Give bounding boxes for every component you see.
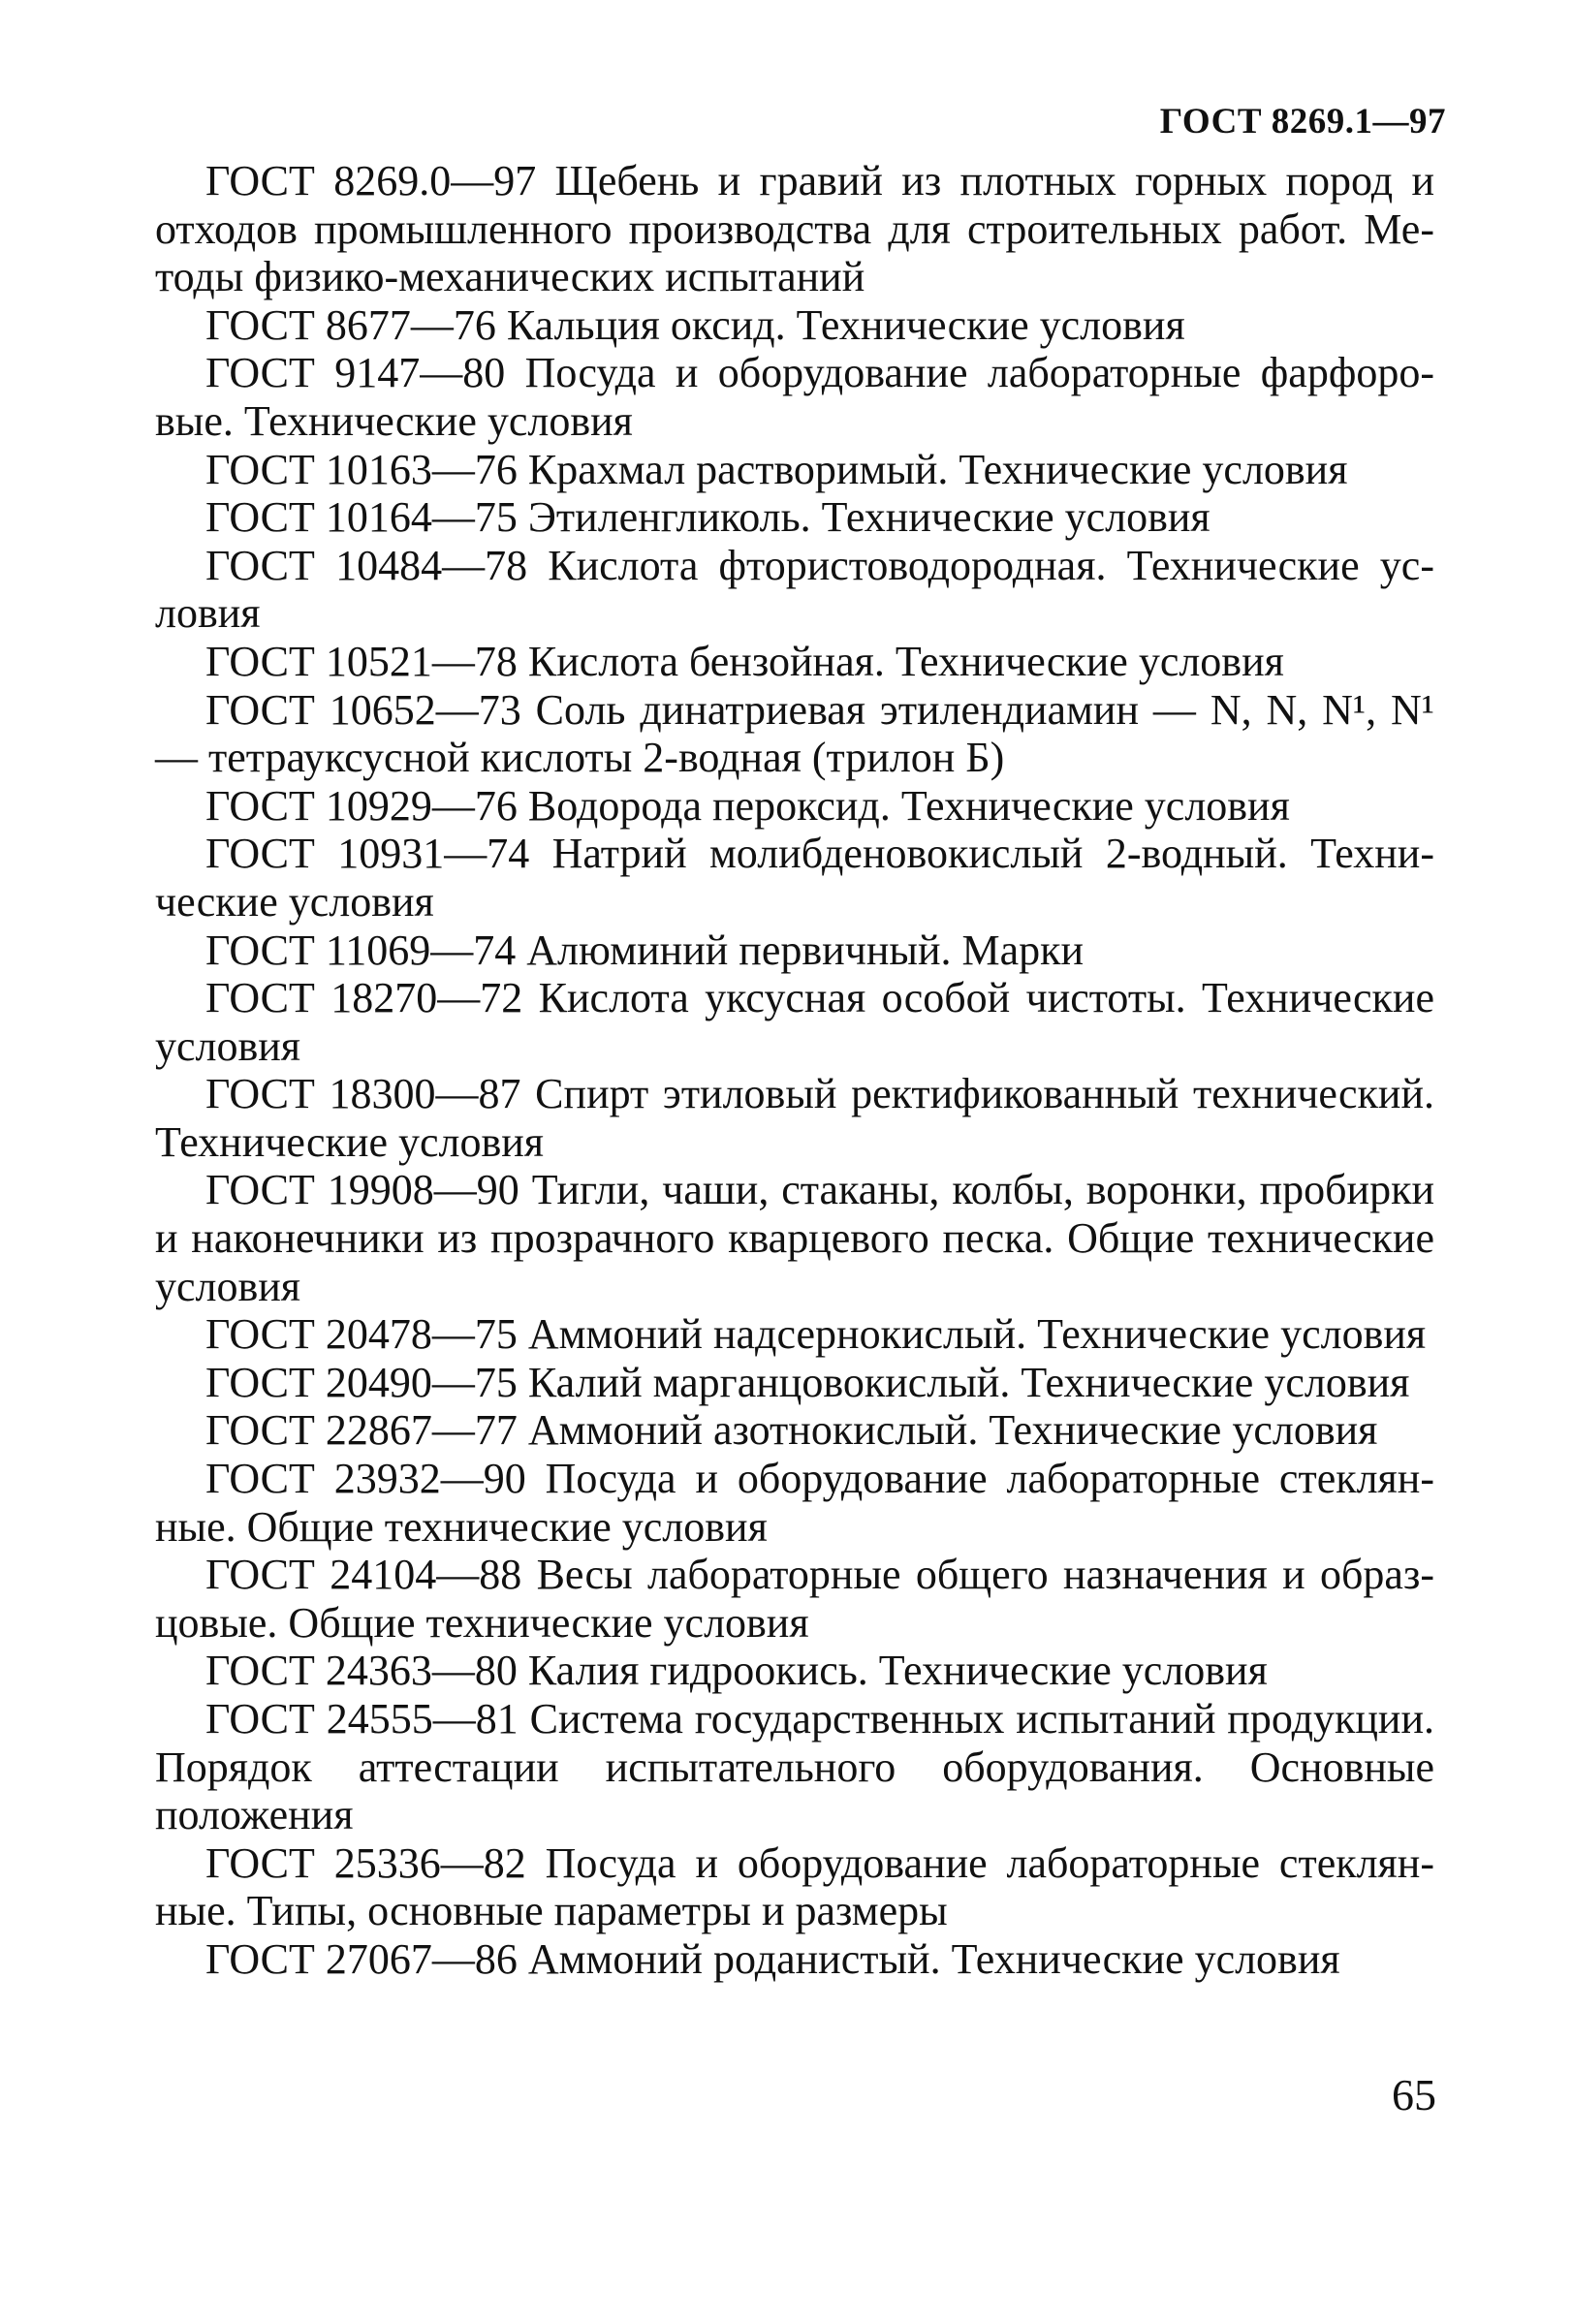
reference-item: ГОСТ 10521—78 Кислота бензойная. Технические условия bbox=[205, 637, 1284, 685]
reference-item: ГОСТ 18300—87 Спирт этиловый ректификованный технический. Технические условия bbox=[155, 1070, 1434, 1166]
reference-item: ГОСТ 8269.0—97 Щебень и гравий из плотных горных пород и отходов промышленного производства для строительных работ. Методы физико-механических испытаний bbox=[155, 157, 1434, 301]
reference-item: ГОСТ 11069—74 Алюминий первичный. Марки bbox=[205, 926, 1085, 974]
reference-item: ГОСТ 9147—80 Посуда и оборудование лабораторные фарфоровые. Технические условия bbox=[155, 349, 1434, 445]
reference-item: ГОСТ 10652—73 Соль динатриевая этилендиамин — N, N, N¹, N¹ — тетрауксусной кислоты 2-водная (трилон Б) bbox=[155, 685, 1434, 782]
page-number: 65 bbox=[1392, 2070, 1436, 2120]
reference-item: ГОСТ 8677—76 Кальция оксид. Технические условия bbox=[205, 300, 1185, 349]
reference-item: ГОСТ 10929—76 Водорода пероксид. Технические условия bbox=[205, 781, 1290, 830]
reference-item: ГОСТ 27067—86 Аммоний роданистый. Технические условия bbox=[205, 1934, 1340, 1983]
reference-item: ГОСТ 22867—77 Аммоний азотнокислый. Технические условия bbox=[205, 1406, 1378, 1455]
reference-item: ГОСТ 24363—80 Калия гидроокись. Технические условия bbox=[205, 1647, 1268, 1695]
reference-item: ГОСТ 23932—90 Посуда и оборудование лабораторные стеклянные. Общие технические условия bbox=[155, 1455, 1434, 1551]
running-header: ГОСТ 8269.1—97 bbox=[1159, 102, 1446, 141]
reference-item: ГОСТ 18270—72 Кислота уксусная особой чистоты. Технические условия bbox=[155, 974, 1434, 1070]
reference-item: ГОСТ 10164—75 Этиленгликоль. Технические условия bbox=[205, 493, 1210, 542]
reference-item: ГОСТ 24555—81 Система государственных испытаний продукции. Порядок аттестации испытательного оборудования. Основные положения bbox=[155, 1695, 1434, 1839]
reference-item: ГОСТ 10484—78 Кислота фтористоводородная. Технические условия bbox=[155, 541, 1434, 638]
reference-item: ГОСТ 19908—90 Тигли, чаши, стаканы, колбы, воронки, пробирки и наконечники из прозрачного кварцевого песка. Общие технические условия bbox=[155, 1166, 1434, 1310]
reference-item: ГОСТ 10163—76 Крахмал растворимый. Технические условия bbox=[205, 445, 1348, 493]
reference-list bbox=[155, 157, 1434, 1984]
reference-item: ГОСТ 20490—75 Калий марганцовокислый. Технические условия bbox=[205, 1358, 1410, 1406]
reference-item: ГОСТ 10931—74 Натрий молибденовокислый 2-водный. Технические условия bbox=[155, 830, 1434, 926]
reference-item: ГОСТ 24104—88 Весы лабораторные общего назначения и образцовые. Общие технические условия bbox=[155, 1551, 1434, 1647]
reference-item: ГОСТ 20478—75 Аммоний надсернокислый. Технические условия bbox=[205, 1310, 1427, 1359]
reference-item: ГОСТ 25336—82 Посуда и оборудование лабораторные стеклянные. Типы, основные параметры и размеры bbox=[155, 1838, 1434, 1935]
